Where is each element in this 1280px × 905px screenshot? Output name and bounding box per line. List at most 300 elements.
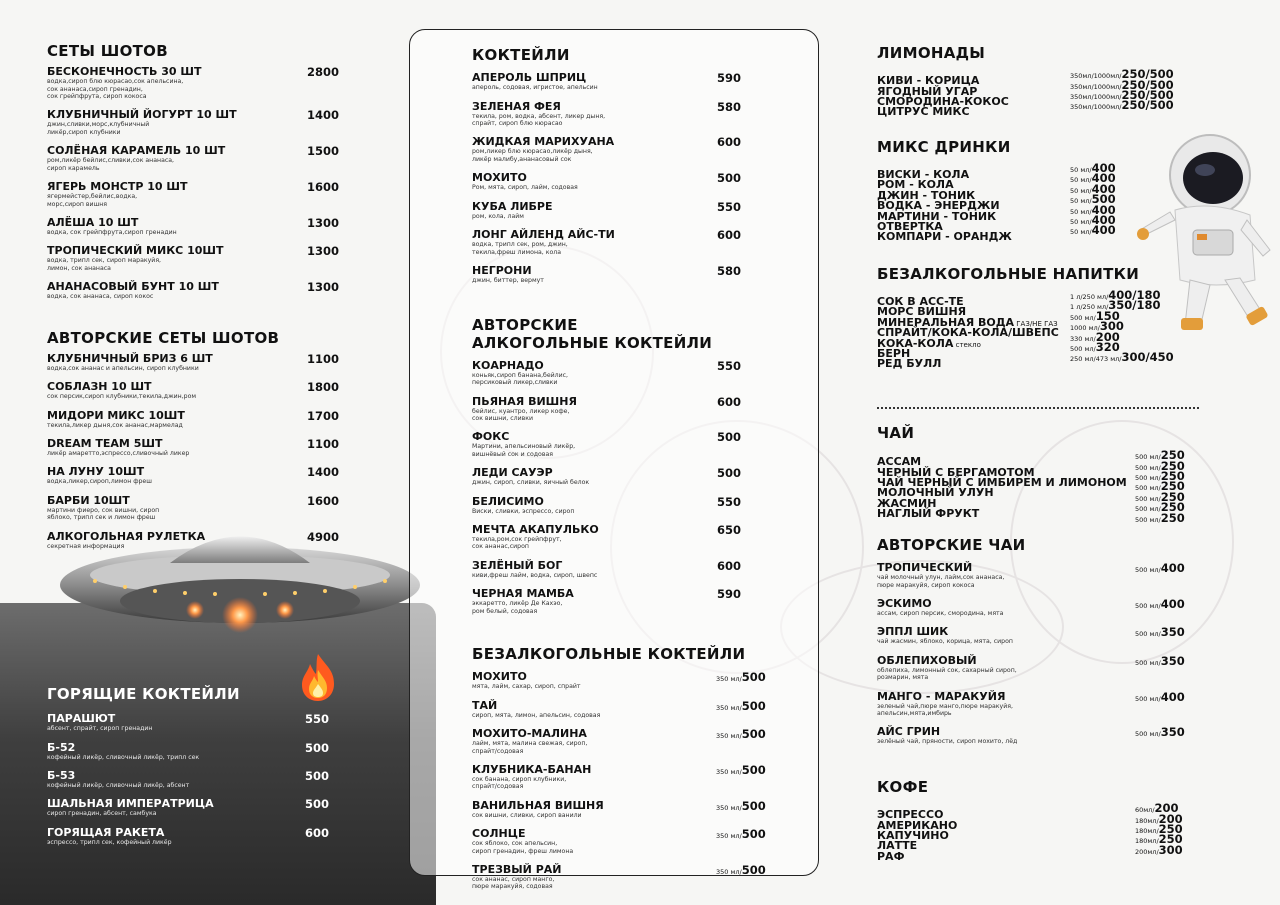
item-volume: 500 мл/ (1135, 505, 1161, 514)
item-price-value: 350/180 (1108, 298, 1161, 313)
item-price-value: 1300 (307, 215, 340, 230)
item-price (305, 742, 329, 754)
item-price-value: 1100 (307, 351, 340, 366)
menu-item (47, 410, 357, 429)
item-volume: 50 мл/ (1070, 197, 1092, 206)
item-name: АЛЁША 10 ШТ (47, 215, 139, 229)
item-price-value: 550 (717, 199, 742, 214)
menu-line (877, 510, 1197, 525)
item-price (717, 496, 741, 508)
menu-item (472, 431, 772, 458)
item-name: КОКА-КОЛА стекло (877, 336, 981, 350)
item-volume: 500 мл/ (1135, 566, 1161, 575)
item-volume: 500 мл/ (1135, 453, 1161, 462)
item-name: КОМПАРИ - ОРАНДЖ (877, 230, 1012, 244)
menu-line (877, 213, 1197, 234)
item-volume: 50 мл/ (1070, 166, 1092, 175)
item-price-value: 500 (717, 171, 742, 186)
item-name: АПЕРОЛЬ ШПРИЦ (472, 71, 587, 85)
menu-item (47, 217, 357, 236)
item-price (717, 396, 741, 408)
item-price (307, 145, 339, 157)
item-description: лайм, мята, малина свежая, сироп, спрайт/содовая (472, 740, 588, 755)
item-price-value: 650 (717, 523, 742, 538)
item-price-value: 1400 (307, 108, 340, 123)
item-name: ДЖИН - ТОНИК (877, 188, 976, 202)
hot-cocktails-title: ГОРЯЩИЕ КОКТЕЙЛИ (47, 685, 240, 703)
item-price (716, 800, 766, 814)
item-name: СОЛНЦЕ (472, 827, 526, 841)
item-price-value: 4900 (307, 529, 340, 544)
item-description: бейлис, куантро, ликер кофе, сок вишни, сливки (472, 407, 570, 423)
item-price (717, 360, 741, 372)
item-volume: 500 мл/ (1135, 602, 1161, 611)
item-price (1135, 842, 1183, 857)
item-price-value: 300/450 (1121, 350, 1174, 365)
item-price-value: 400 (1091, 171, 1116, 186)
menu-item (47, 281, 357, 300)
item-note: стекло (953, 340, 981, 349)
item-price-value: 580 (717, 99, 742, 114)
menu-item (472, 101, 772, 128)
item-name: МОХИТО (472, 171, 527, 185)
item-name: ЖАСМИН (877, 496, 937, 510)
mix-drinks-list (877, 161, 1197, 244)
item-price-value: 400/180 (1108, 288, 1161, 303)
item-price-value: 600 (717, 558, 742, 573)
item-price (305, 770, 329, 782)
item-price-value: 500 (741, 798, 766, 813)
item-price (307, 217, 339, 229)
item-description: эккаретто, ликёр Де Кахэо, ром белый, содовая (472, 600, 563, 615)
item-volume: 500 мл/ (1135, 630, 1161, 639)
menu-item (472, 800, 772, 819)
item-name: ЗЕЛЕНАЯ ФЕЯ (472, 99, 561, 113)
item-price (1135, 626, 1185, 640)
item-volume: 500 мл/ (1135, 515, 1161, 524)
item-price (307, 281, 339, 293)
item-volume: 330 мл/ (1070, 334, 1096, 343)
menu-line (877, 479, 1197, 500)
item-volume: 500 мл/ (1135, 463, 1161, 472)
item-volume: 500 мл/ (1135, 474, 1161, 483)
item-description: зеленый чай,пюре манго,пюре маракуйя, апельсин,мята,имбирь (877, 702, 1013, 718)
item-price (307, 181, 339, 193)
item-name: КЛУБНИЧНЫЙ БРИЗ 6 ШТ (47, 351, 213, 365)
item-name: КОАРНАДО (472, 358, 544, 372)
item-name: ТРЕЗВЫЙ РАЙ (472, 863, 562, 876)
item-volume: 500 мл/ (1135, 694, 1161, 703)
cocktails-list (472, 72, 772, 284)
item-description: ягермейстер,бейлис,водка, морс,сироп вишня (47, 193, 138, 208)
item-name: АНАНАСОВЫЙ БУНТ 10 ШТ (47, 280, 219, 294)
item-price (1070, 352, 1174, 364)
item-price (717, 101, 741, 113)
item-price-value: 1300 (307, 244, 340, 259)
item-volume: 50 мл/ (1070, 228, 1092, 237)
item-price-value: 500 (741, 863, 766, 877)
menu-item (47, 245, 357, 272)
item-price (716, 671, 766, 685)
item-name: ПАРАШЮТ (47, 712, 116, 726)
item-name: СОК В АСС-ТЕ (877, 295, 964, 309)
soft-drinks-title: БЕЗАЛКОГОЛЬНЫЕ НАПИТКИ (877, 264, 1140, 283)
menu-item (472, 524, 772, 551)
item-name: КЛУБНИЧНЫЙ ЙОГУРТ 10 ШТ (47, 108, 237, 122)
item-price-value: 500 (305, 769, 330, 784)
author-shots-title: АВТОРСКИЕ СЕТЫ ШОТОВ (47, 328, 280, 347)
item-volume: 350 мл/ (716, 767, 742, 776)
item-price-value: 250 (1160, 479, 1185, 494)
menu-item (472, 764, 772, 791)
item-price-value: 1700 (307, 408, 340, 423)
item-name: СПРАЙТ/КОКА-КОЛА/ШВЕПС (877, 326, 1059, 340)
item-price (1135, 510, 1185, 525)
item-price-value: 200 (1095, 329, 1120, 344)
item-price-value: 600 (305, 825, 330, 840)
item-name: КЛУБНИКА-БАНАН (472, 762, 592, 776)
author-cocktails-title: АВТОРСКИЕ АЛКОГОЛЬНЫЕ КОКТЕЙЛИ (472, 316, 713, 352)
menu-line (877, 489, 1197, 510)
item-price-value: 550 (717, 358, 742, 373)
item-volume: 350 мл/ (716, 675, 742, 684)
item-name: ЛЕДИ САУЭР (472, 466, 553, 480)
item-price-value: 200 (1154, 801, 1179, 816)
menu-item (47, 495, 357, 522)
menu-item (472, 728, 772, 755)
menu-line (877, 821, 1197, 842)
item-description: джин, сироп, сливки, яичный белок (472, 479, 590, 487)
item-price-value: 590 (717, 71, 742, 86)
item-volume: 1 л/250 мл/ (1070, 293, 1109, 302)
lemonades-list (877, 67, 1197, 119)
item-price-value: 200 (1158, 811, 1183, 826)
item-description: абсент, спрайт, сироп гренадин (47, 725, 153, 733)
item-description: водка,сок ананас и апельсин, сироп клубники (47, 364, 199, 372)
item-name: МАРТИНИ - ТОНИК (877, 209, 997, 223)
menu-line (877, 161, 1197, 182)
item-price-value: 600 (717, 135, 742, 150)
item-description: текила, ром, водка, абсент, ликер дыня, спрайт, сироп блю кюрасао (472, 112, 606, 128)
menu-item (47, 66, 357, 100)
item-description: апероль, содовая, игристое, апельсин (472, 84, 598, 92)
section-divider (877, 407, 1199, 409)
menu-item (472, 496, 772, 515)
item-name: МЕЧТА АКАПУЛЬКО (472, 523, 599, 537)
item-price (305, 713, 329, 725)
menu-item (47, 145, 357, 172)
item-name: ЭСПРЕССО (877, 808, 944, 822)
item-name: ОТВЕРТКА (877, 220, 943, 234)
item-description: чай жасмин, яблоко, корица, мята, сироп (877, 638, 1013, 646)
item-price (717, 229, 741, 241)
item-description: водка, сок грейпфрута,сироп гренадин (47, 228, 177, 236)
menu-item (47, 353, 357, 372)
item-price (1070, 225, 1116, 237)
item-volume: 50 мл/ (1070, 207, 1092, 216)
item-name: ВИСКИ - КОЛА (877, 168, 970, 182)
item-name: ФОКС (472, 430, 510, 444)
item-name: Б-52 (47, 740, 76, 754)
item-name: БЕРН (877, 347, 911, 360)
item-price (307, 410, 339, 422)
item-price (307, 109, 339, 121)
item-price-value: 590 (717, 587, 742, 602)
menu-line (877, 469, 1197, 490)
soft-drinks-list (877, 288, 1197, 371)
item-price-value: 500 (305, 797, 330, 812)
item-volume: 350мл/1000мл/ (1070, 82, 1122, 91)
item-name: ОБЛЕПИХОВЫЙ (877, 653, 977, 667)
item-price-value: 400 (1091, 213, 1116, 228)
tea-title: ЧАЙ (877, 424, 915, 442)
item-name: ЧАЙ ЧЕРНЫЙ С ИМБИРЕМ И ЛИМОНОМ (877, 476, 1127, 490)
item-price-value: 1600 (307, 493, 340, 508)
item-volume: 60мл/ (1135, 806, 1155, 815)
item-price-value: 320 (1095, 340, 1120, 354)
item-name: МИНЕРАЛЬНАЯ ВОДА ГАЗ/НЕ ГАЗ (877, 315, 1058, 329)
item-name: БЕЛИСИМО (472, 494, 544, 508)
menu-item (472, 560, 772, 579)
menu-item (472, 828, 772, 855)
item-price-value: 250 (1160, 458, 1185, 473)
menu-item (472, 229, 772, 256)
nonalc-cocktails-title: БЕЗАЛКОГОЛЬНЫЕ КОКТЕЙЛИ (472, 645, 746, 664)
author-tea-list (877, 562, 1197, 746)
hot-cocktails-list (47, 713, 347, 846)
item-price-value: 500 (741, 698, 766, 713)
item-price (717, 265, 741, 277)
item-description: зелёный чай, пряности, сироп мохито, лёд (877, 738, 1018, 746)
item-price-value: 250/500 (1121, 77, 1174, 92)
item-name: БАРБИ 10ШТ (47, 493, 130, 507)
column-right-lower (877, 424, 1197, 863)
item-volume: 200мл/ (1135, 847, 1159, 856)
item-name: ПЬЯНАЯ ВИШНЯ (472, 394, 577, 408)
item-volume: 350 мл/ (716, 703, 742, 712)
item-volume: 500 мл/ (1135, 484, 1161, 493)
item-price-value: 500 (741, 827, 766, 842)
item-name: НЕГРОНИ (472, 263, 532, 277)
item-price-value: 550 (717, 494, 742, 509)
menu-line (877, 171, 1197, 192)
item-price-value: 500 (305, 740, 330, 755)
item-description: мартини фиеро, сок вишни, сироп яблоко, трипл сек и лимон фреш (47, 506, 160, 522)
item-name: КИВИ - КОРИЦА (877, 74, 980, 88)
menu-item (877, 691, 1197, 718)
item-name: РАФ (877, 849, 905, 863)
item-price-value: 400 (1160, 561, 1185, 576)
item-price (717, 72, 741, 84)
menu-line (877, 448, 1197, 469)
item-price (716, 728, 766, 742)
item-volume: 500 мл/ (1070, 313, 1096, 322)
item-price (717, 560, 741, 572)
menu-item (472, 864, 772, 891)
menu-item (472, 467, 772, 486)
item-name: НАГЛЫЙ ФРУКТ (877, 507, 980, 521)
item-price (1135, 598, 1185, 612)
item-volume: 500 мл/ (1070, 345, 1096, 353)
item-name: ЯГЕРЬ МОНСТР 10 ШТ (47, 180, 188, 194)
item-volume: 350мл/1000мл/ (1070, 103, 1122, 112)
menu-line (877, 223, 1197, 244)
item-name: РОМ - КОЛА (877, 178, 954, 192)
item-description: киви,фреш лайм, водка, сироп, швепс (472, 571, 598, 579)
item-price-value: 250/500 (1121, 98, 1174, 113)
item-description: сок вишни, сливки, сироп ванили (472, 811, 582, 819)
column-left (47, 43, 357, 559)
column-right (877, 44, 1197, 371)
item-name: Б-53 (47, 769, 76, 783)
menu-item (877, 562, 1197, 589)
menu-item (472, 360, 772, 387)
item-volume: 250 мл/473 мл/ (1070, 355, 1122, 364)
item-name: РЕД БУЛЛ (877, 357, 942, 371)
item-price (716, 700, 766, 714)
item-name: КУБА ЛИБРЕ (472, 199, 553, 213)
item-price-value: 350 (1160, 625, 1185, 640)
item-price (305, 827, 329, 839)
item-volume: 50 мл/ (1070, 176, 1092, 185)
item-note: ГАЗ/НЕ ГАЗ (1014, 319, 1058, 328)
item-description: кофейный ликёр, сливочный ликёр, абсент (47, 782, 190, 790)
column-middle (472, 47, 772, 900)
menu-item (472, 136, 772, 163)
item-name: КАПУЧИНО (877, 828, 949, 842)
item-volume: 50 мл/ (1070, 218, 1092, 227)
item-description: водка,сироп блю кюрасао,сок апельсина, сок ананаса,сироп гренадин, сок грейпфрута, сироп кокоса (47, 78, 184, 101)
item-name: ЧЕРНАЯ МАМБА (472, 587, 574, 601)
item-description: ликёр амаретто,эспрессо,сливочный ликер (47, 450, 190, 457)
item-price (1135, 655, 1185, 669)
item-price (717, 201, 741, 213)
item-price-value: 1100 (307, 437, 340, 451)
menu-item (472, 396, 772, 423)
menu-item (877, 626, 1197, 645)
item-price-value: 300 (1099, 319, 1124, 334)
item-price-value: 500 (1091, 192, 1116, 207)
item-name: ВАНИЛЬНАЯ ВИШНЯ (472, 798, 604, 812)
item-description: коньяк,сироп банана,бейлис, персиковый ликер,сливки (472, 371, 569, 387)
item-name: ЭСКИМО (877, 597, 932, 611)
item-volume: 350 мл/ (716, 732, 742, 741)
shots-title: СЕТЫ ШОТОВ (47, 42, 168, 60)
item-name: БЕСКОНЕЧНОСТЬ 30 ШТ (47, 65, 202, 79)
menu-item (877, 655, 1197, 682)
item-name: ЗЕЛЁНЫЙ БОГ (472, 558, 563, 572)
item-price-value: 150 (1095, 308, 1120, 323)
item-price-value: 250 (1158, 832, 1183, 847)
item-price (307, 466, 339, 478)
menu-item (472, 201, 772, 220)
item-name: ТРОПИЧЕСКИЙ МИКС 10ШТ (47, 244, 224, 258)
item-volume: 180мл/ (1135, 826, 1159, 835)
menu-item (47, 827, 347, 846)
menu-item (47, 381, 357, 400)
menu-item (47, 531, 357, 550)
item-description: Мартини, апельсиновый ликёр, вишнёвый сок и содовая (472, 443, 576, 458)
item-volume: 500 мл/ (1135, 730, 1161, 739)
item-price-value: 1500 (307, 144, 340, 159)
item-volume: 350 мл/ (716, 803, 742, 812)
item-price (716, 828, 766, 842)
item-name: ЯГОДНЫЙ УГАР (877, 84, 978, 98)
item-description: эспрессо, трипл сек, кофейный ликёр (47, 838, 172, 846)
menu-line (877, 98, 1197, 119)
item-price-value: 400 (1091, 202, 1116, 217)
item-price (717, 431, 741, 443)
cocktails-title: КОКТЕЙЛИ (472, 46, 570, 64)
author-tea-title: АВТОРСКИЕ ЧАИ (877, 535, 1026, 554)
menu-item (472, 671, 772, 690)
item-price-value: 500 (741, 762, 766, 777)
menu-item (47, 742, 347, 761)
item-description: кофейный ликёр, сливочный ликёр, трипл сек (47, 753, 200, 761)
item-description: ассам, сироп персик, смородина, мята (877, 610, 1004, 618)
item-name: АЛКОГОЛЬНАЯ РУЛЕТКА (47, 529, 206, 543)
item-price-value: 500 (741, 727, 766, 742)
item-name: ВОДКА - ЭНЕРДЖИ (877, 199, 1000, 213)
item-description: водка, трипл сек, ром, джин, текила,фреш лимона, кола (472, 241, 568, 256)
item-name: ТАЙ (472, 698, 498, 712)
item-description: ром,ликер блю кюрасао,ликёр дыня, ликёр малибу,ананасовый сок (472, 148, 593, 163)
item-price (717, 136, 741, 148)
item-price (717, 524, 741, 536)
shots-list (47, 66, 357, 300)
author-cocktails-list (472, 360, 772, 615)
item-price-value: 400 (1160, 597, 1185, 612)
item-price-value: 250 (1160, 500, 1185, 515)
item-price-value: 500 (717, 430, 742, 445)
menu-line (877, 500, 1197, 521)
menu-item (877, 598, 1197, 617)
item-price-value: 580 (717, 263, 742, 278)
item-description: сок ананас, сироп манго, пюре маракуйя, содовая (472, 876, 555, 891)
item-name: DREAM TEAM 5ШТ (47, 437, 163, 450)
item-price-value: 1400 (307, 465, 340, 480)
item-volume: 1 л/250 мл/ (1070, 303, 1109, 312)
item-name: МОХИТО (472, 670, 527, 684)
item-price-value: 250/500 (1121, 67, 1174, 82)
item-price-value: 2800 (307, 65, 340, 80)
item-price-value: 400 (1091, 223, 1116, 238)
item-name: МОРС ВИШНЯ (877, 305, 967, 319)
mix-drinks-title: МИКС ДРИНКИ (877, 137, 1011, 156)
item-name: ЛОНГ АЙЛЕНД АЙС-ТИ (472, 228, 615, 242)
item-price (307, 495, 339, 507)
item-price (305, 798, 329, 810)
item-price-value: 350 (1160, 725, 1185, 740)
item-price (307, 245, 339, 257)
item-description: ром, кола, лайм (472, 212, 524, 220)
item-price-value: 400 (1160, 689, 1185, 704)
item-price (1135, 691, 1185, 705)
item-price (307, 381, 339, 393)
item-price-value: 400 (1091, 161, 1116, 176)
item-name: ШАЛЬНАЯ ИМПЕРАТРИЦА (47, 797, 214, 811)
item-description: джин,сливки,морс,клубничный ликёр,сироп клубники (47, 121, 150, 136)
item-price-value: 250 (1160, 448, 1185, 463)
coffee-title: КОФЕ (877, 777, 929, 796)
item-volume: 350мл/1000мл/ (1070, 93, 1122, 102)
item-description: сироп, мята, лимон, апельсин, содовая (472, 711, 601, 719)
menu-item (47, 770, 347, 789)
item-price (307, 531, 339, 543)
menu-line (877, 202, 1197, 223)
item-name: МОХИТО-МАЛИНА (472, 727, 587, 741)
item-price (1070, 100, 1174, 112)
